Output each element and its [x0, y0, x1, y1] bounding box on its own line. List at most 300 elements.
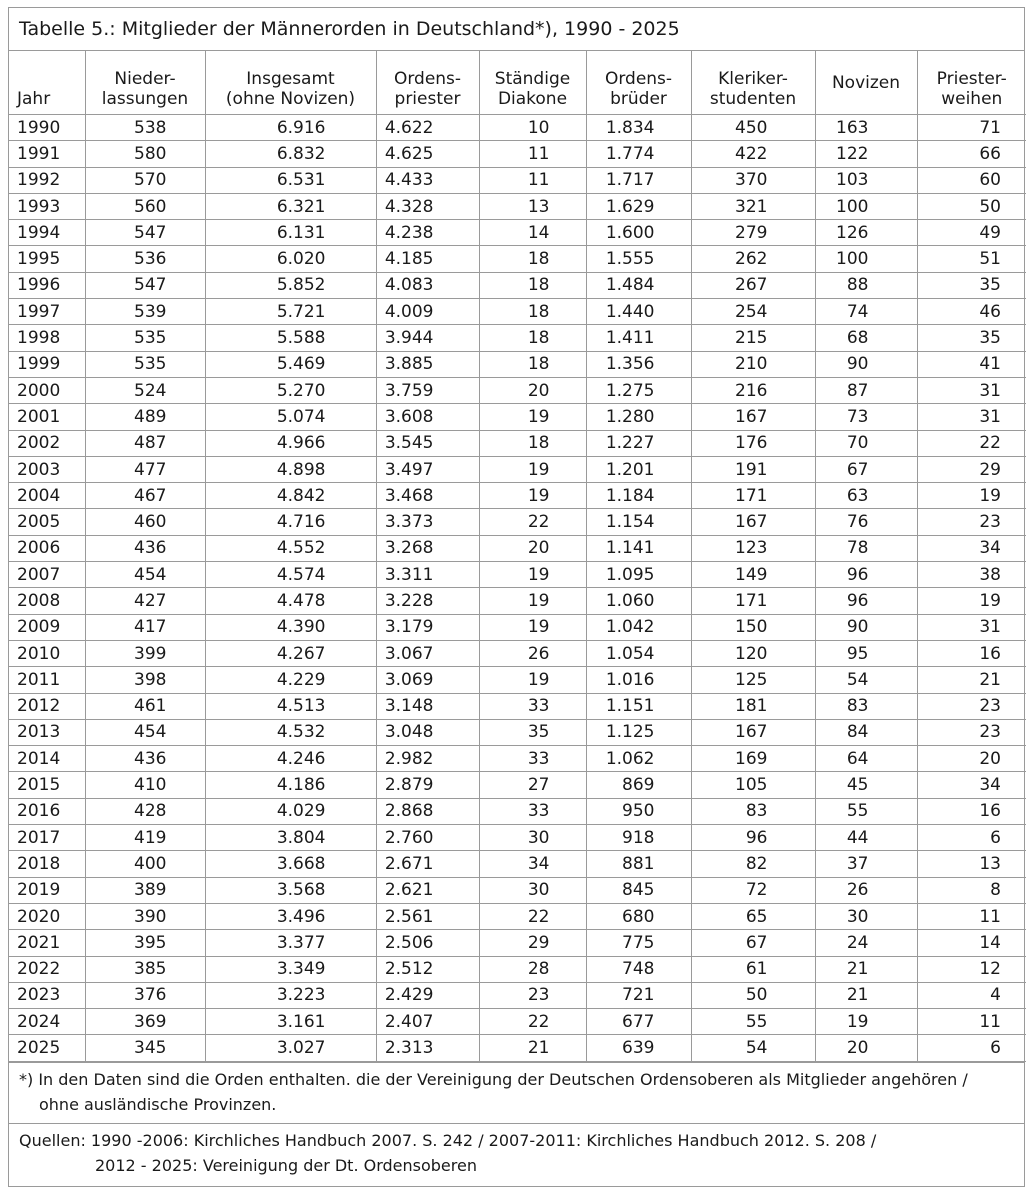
footnote-line-1: *) In den Daten sind die Orden enthalten. die der Vereinigung der Deutschen Ordensoberen als Mitglieder angehören /: [19, 1069, 968, 1089]
table-cell: 535: [85, 325, 205, 351]
cell-jahr: 2003: [9, 456, 85, 482]
table-cell: 467: [85, 483, 205, 509]
table-cell: 21: [479, 1035, 586, 1061]
table-cell: 3.496: [205, 903, 376, 929]
table-cell: 29: [479, 930, 586, 956]
table-cell: 22: [479, 1009, 586, 1035]
table-cell: 96: [691, 825, 815, 851]
table-cell: 171: [691, 483, 815, 509]
table-row: [9, 719, 1026, 745]
header-ordenspriester: Ordens- priester: [376, 51, 479, 115]
table-cell: 84: [815, 719, 917, 745]
table-row: [9, 614, 1026, 640]
table-cell: 1.060: [586, 588, 691, 614]
table-cell: 3.311: [376, 562, 479, 588]
table-cell: 1.184: [586, 483, 691, 509]
table-cell: 3.161: [205, 1009, 376, 1035]
table-cell: 72: [691, 877, 815, 903]
table-cell: 345: [85, 1035, 205, 1061]
table-cell: 881: [586, 851, 691, 877]
table-cell: 63: [815, 483, 917, 509]
table-cell: 23: [479, 982, 586, 1008]
cell-jahr: 1991: [9, 141, 85, 167]
table-cell: 19: [479, 404, 586, 430]
table-cell: 31: [917, 404, 1026, 430]
table-cell: 4.433: [376, 167, 479, 193]
table-cell: 67: [815, 456, 917, 482]
table-cell: 26: [815, 877, 917, 903]
table-cell: 22: [479, 903, 586, 929]
table-cell: 19: [479, 483, 586, 509]
table-cell: 54: [815, 667, 917, 693]
cell-jahr: 1990: [9, 115, 85, 141]
table-cell: 4.574: [205, 562, 376, 588]
table-cell: 4.238: [376, 220, 479, 246]
table-cell: 6.321: [205, 193, 376, 219]
table-cell: 869: [586, 772, 691, 798]
table-cell: 3.179: [376, 614, 479, 640]
table-cell: 454: [85, 562, 205, 588]
table-cell: 547: [85, 220, 205, 246]
table-cell: 90: [815, 351, 917, 377]
table-row: [9, 535, 1026, 561]
table-cell: 23: [917, 509, 1026, 535]
table-cell: 2.671: [376, 851, 479, 877]
table-cell: 13: [479, 193, 586, 219]
table-cell: 1.555: [586, 246, 691, 272]
table-cell: 3.067: [376, 640, 479, 666]
table-cell: 535: [85, 351, 205, 377]
table-cell: 20: [479, 535, 586, 561]
table-cell: 45: [815, 772, 917, 798]
table-row: [9, 877, 1026, 903]
table-cell: 210: [691, 351, 815, 377]
table-cell: 35: [479, 719, 586, 745]
table-cell: 721: [586, 982, 691, 1008]
table-cell: 748: [586, 956, 691, 982]
table-cell: 370: [691, 167, 815, 193]
notes-section: [9, 1062, 1024, 1184]
table-cell: 120: [691, 640, 815, 666]
table-cell: 5.588: [205, 325, 376, 351]
table-cell: 34: [917, 535, 1026, 561]
table-cell: 11: [479, 141, 586, 167]
table-cell: 536: [85, 246, 205, 272]
table-title: Tabelle 5.: Mitglieder der Männerorden in Deutschland*), 1990 - 2025: [9, 8, 1024, 51]
table-cell: 399: [85, 640, 205, 666]
table-cell: 2.621: [376, 877, 479, 903]
table-cell: 50: [917, 193, 1026, 219]
table-row: [9, 115, 1026, 141]
table-cell: 33: [479, 693, 586, 719]
table-cell: 82: [691, 851, 815, 877]
table-cell: 5.852: [205, 272, 376, 298]
table-cell: 19: [917, 588, 1026, 614]
table-cell: 14: [479, 220, 586, 246]
table-cell: 78: [815, 535, 917, 561]
header-klerikerstudenten: Kleriker- studenten: [691, 51, 815, 115]
table-cell: 6.916: [205, 115, 376, 141]
table-cell: 3.349: [205, 956, 376, 982]
table-cell: 3.885: [376, 351, 479, 377]
cell-jahr: 2006: [9, 535, 85, 561]
table-cell: 4.229: [205, 667, 376, 693]
table-cell: 417: [85, 614, 205, 640]
table-cell: 2.506: [376, 930, 479, 956]
table-cell: 191: [691, 456, 815, 482]
sources-line-1: Quellen: 1990 -2006: Kirchliches Handbuch 2007. S. 242 / 2007-2011: Kirchliches Handbuch 2012. S. 208 /: [19, 1130, 877, 1150]
table-row: [9, 640, 1026, 666]
table-cell: 4.267: [205, 640, 376, 666]
table-cell: 262: [691, 246, 815, 272]
table-cell: 19: [479, 456, 586, 482]
cell-jahr: 2017: [9, 825, 85, 851]
table-cell: 3.668: [205, 851, 376, 877]
table-cell: 83: [691, 798, 815, 824]
table-cell: 3.228: [376, 588, 479, 614]
table-cell: 126: [815, 220, 917, 246]
cell-jahr: 2024: [9, 1009, 85, 1035]
table-cell: 18: [479, 299, 586, 325]
table-cell: 376: [85, 982, 205, 1008]
table-cell: 20: [479, 377, 586, 403]
table-cell: 1.774: [586, 141, 691, 167]
table-cell: 215: [691, 325, 815, 351]
header-jahr: Jahr: [9, 51, 85, 115]
cell-jahr: 1997: [9, 299, 85, 325]
table-cell: 419: [85, 825, 205, 851]
table-cell: 20: [815, 1035, 917, 1061]
table-cell: 34: [917, 772, 1026, 798]
cell-jahr: 1995: [9, 246, 85, 272]
members-table: [9, 51, 1026, 1062]
table-cell: 150: [691, 614, 815, 640]
table-cell: 11: [917, 1009, 1026, 1035]
table-cell: 10: [479, 115, 586, 141]
table-cell: 3.759: [376, 377, 479, 403]
table-row: [9, 851, 1026, 877]
table-cell: 775: [586, 930, 691, 956]
table-row: [9, 299, 1026, 325]
table-cell: 30: [479, 877, 586, 903]
table-cell: 3.069: [376, 667, 479, 693]
table-cell: 65: [691, 903, 815, 929]
table-cell: 1.440: [586, 299, 691, 325]
table-cell: 11: [479, 167, 586, 193]
table-cell: 1.062: [586, 746, 691, 772]
table-cell: 176: [691, 430, 815, 456]
table-cell: 16: [917, 798, 1026, 824]
table-cell: 4.552: [205, 535, 376, 561]
cell-jahr: 1992: [9, 167, 85, 193]
table-cell: 3.027: [205, 1035, 376, 1061]
table-row: [9, 982, 1026, 1008]
cell-jahr: 2018: [9, 851, 85, 877]
table-cell: 19: [815, 1009, 917, 1035]
table-row: [9, 825, 1026, 851]
cell-jahr: 2005: [9, 509, 85, 535]
table-cell: 1.095: [586, 562, 691, 588]
table-cell: 87: [815, 377, 917, 403]
table-cell: 29: [917, 456, 1026, 482]
table-cell: 4.966: [205, 430, 376, 456]
table-cell: 2.760: [376, 825, 479, 851]
table-cell: 33: [479, 798, 586, 824]
table-cell: 31: [917, 377, 1026, 403]
table-cell: 3.497: [376, 456, 479, 482]
table-cell: 4.622: [376, 115, 479, 141]
table-cell: 24: [815, 930, 917, 956]
table-cell: 539: [85, 299, 205, 325]
table-cell: 23: [917, 693, 1026, 719]
table-cell: 390: [85, 903, 205, 929]
table-cell: 44: [815, 825, 917, 851]
table-cell: 181: [691, 693, 815, 719]
header-insgesamt: Insgesamt (ohne Novizen): [205, 51, 376, 115]
table-cell: 1.484: [586, 272, 691, 298]
sources: [9, 1124, 1024, 1184]
table-document: [8, 7, 1025, 1187]
table-cell: 105: [691, 772, 815, 798]
table-cell: 68: [815, 325, 917, 351]
cell-jahr: 2010: [9, 640, 85, 666]
table-cell: 19: [917, 483, 1026, 509]
table-cell: 18: [479, 272, 586, 298]
cell-jahr: 2014: [9, 746, 85, 772]
table-cell: 20: [917, 746, 1026, 772]
table-cell: 13: [917, 851, 1026, 877]
table-cell: 477: [85, 456, 205, 482]
table-cell: 51: [917, 246, 1026, 272]
cell-jahr: 1999: [9, 351, 85, 377]
table-cell: 71: [917, 115, 1026, 141]
cell-jahr: 2009: [9, 614, 85, 640]
table-cell: 1.125: [586, 719, 691, 745]
table-cell: 1.356: [586, 351, 691, 377]
table-cell: 6: [917, 825, 1026, 851]
table-cell: 8: [917, 877, 1026, 903]
table-cell: 2.512: [376, 956, 479, 982]
cell-jahr: 2000: [9, 377, 85, 403]
table-cell: 4.390: [205, 614, 376, 640]
table-row: [9, 956, 1026, 982]
table-cell: 55: [691, 1009, 815, 1035]
table-cell: 1.201: [586, 456, 691, 482]
table-cell: 3.377: [205, 930, 376, 956]
table-cell: 5.721: [205, 299, 376, 325]
table-cell: 19: [479, 562, 586, 588]
table-cell: 1.600: [586, 220, 691, 246]
table-row: [9, 193, 1026, 219]
table-cell: 4.532: [205, 719, 376, 745]
table-cell: 5.270: [205, 377, 376, 403]
table-cell: 30: [815, 903, 917, 929]
table-cell: 21: [815, 956, 917, 982]
table-row: [9, 1009, 1026, 1035]
table-cell: 385: [85, 956, 205, 982]
table-row: [9, 220, 1026, 246]
table-cell: 4.898: [205, 456, 376, 482]
table-cell: 30: [479, 825, 586, 851]
table-cell: 6.131: [205, 220, 376, 246]
table-row: [9, 351, 1026, 377]
table-cell: 167: [691, 509, 815, 535]
table-cell: 3.545: [376, 430, 479, 456]
table-cell: 23: [917, 719, 1026, 745]
table-cell: 16: [917, 640, 1026, 666]
table-cell: 2.313: [376, 1035, 479, 1061]
table-cell: 12: [917, 956, 1026, 982]
table-row: [9, 772, 1026, 798]
table-row: [9, 377, 1026, 403]
table-cell: 5.074: [205, 404, 376, 430]
table-cell: 54: [691, 1035, 815, 1061]
cell-jahr: 1993: [9, 193, 85, 219]
table-cell: 46: [917, 299, 1026, 325]
table-cell: 18: [479, 351, 586, 377]
table-cell: 103: [815, 167, 917, 193]
cell-jahr: 2025: [9, 1035, 85, 1061]
table-cell: 167: [691, 404, 815, 430]
table-cell: 369: [85, 1009, 205, 1035]
table-cell: 26: [479, 640, 586, 666]
table-cell: 83: [815, 693, 917, 719]
table-cell: 70: [815, 430, 917, 456]
cell-jahr: 2020: [9, 903, 85, 929]
table-cell: 4.186: [205, 772, 376, 798]
table-cell: 2.561: [376, 903, 479, 929]
table-cell: 1.054: [586, 640, 691, 666]
table-cell: 28: [479, 956, 586, 982]
table-cell: 1.227: [586, 430, 691, 456]
table-cell: 6: [917, 1035, 1026, 1061]
cell-jahr: 2021: [9, 930, 85, 956]
table-cell: 538: [85, 115, 205, 141]
table-cell: 5.469: [205, 351, 376, 377]
cell-jahr: 1994: [9, 220, 85, 246]
table-cell: 18: [479, 430, 586, 456]
table-row: [9, 667, 1026, 693]
table-cell: 6.832: [205, 141, 376, 167]
table-cell: 167: [691, 719, 815, 745]
header-priesterweihen: Priester- weihen: [917, 51, 1026, 115]
table-row: [9, 693, 1026, 719]
cell-jahr: 2015: [9, 772, 85, 798]
table-cell: 74: [815, 299, 917, 325]
table-cell: 41: [917, 351, 1026, 377]
table-cell: 461: [85, 693, 205, 719]
table-cell: 67: [691, 930, 815, 956]
table-cell: 4.716: [205, 509, 376, 535]
table-row: [9, 272, 1026, 298]
table-cell: 4.083: [376, 272, 479, 298]
table-cell: 49: [917, 220, 1026, 246]
table-cell: 3.223: [205, 982, 376, 1008]
table-cell: 61: [691, 956, 815, 982]
table-cell: 487: [85, 430, 205, 456]
table-cell: 22: [917, 430, 1026, 456]
footnote: [9, 1063, 1024, 1124]
cell-jahr: 2002: [9, 430, 85, 456]
table-cell: 3.804: [205, 825, 376, 851]
table-cell: 95: [815, 640, 917, 666]
table-cell: 122: [815, 141, 917, 167]
table-cell: 2.982: [376, 746, 479, 772]
header-ordensbrueder: Ordens- brüder: [586, 51, 691, 115]
table-cell: 2.429: [376, 982, 479, 1008]
table-cell: 1.629: [586, 193, 691, 219]
table-body: [9, 115, 1026, 1062]
table-cell: 21: [815, 982, 917, 1008]
table-cell: 100: [815, 246, 917, 272]
table-row: [9, 746, 1026, 772]
table-cell: 171: [691, 588, 815, 614]
table-cell: 1.141: [586, 535, 691, 561]
table-cell: 950: [586, 798, 691, 824]
header-diakone: Ständige Diakone: [479, 51, 586, 115]
table-cell: 398: [85, 667, 205, 693]
table-cell: 125: [691, 667, 815, 693]
table-cell: 21: [917, 667, 1026, 693]
table-row: [9, 430, 1026, 456]
table-row: [9, 246, 1026, 272]
footnote-line-2: ohne ausländische Provinzen.: [39, 1094, 277, 1114]
table-cell: 60: [917, 167, 1026, 193]
table-cell: 216: [691, 377, 815, 403]
table-row: [9, 930, 1026, 956]
cell-jahr: 2022: [9, 956, 85, 982]
table-cell: 2.407: [376, 1009, 479, 1035]
cell-jahr: 2004: [9, 483, 85, 509]
table-cell: 19: [479, 614, 586, 640]
table-cell: 169: [691, 746, 815, 772]
cell-jahr: 2011: [9, 667, 85, 693]
table-cell: 1.016: [586, 667, 691, 693]
table-cell: 3.148: [376, 693, 479, 719]
table-cell: 3.568: [205, 877, 376, 903]
table-cell: 845: [586, 877, 691, 903]
table-cell: 3.373: [376, 509, 479, 535]
table-cell: 96: [815, 588, 917, 614]
table-cell: 123: [691, 535, 815, 561]
table-cell: 35: [917, 272, 1026, 298]
table-cell: 4.029: [205, 798, 376, 824]
table-cell: 321: [691, 193, 815, 219]
header-row: [9, 51, 1026, 115]
table-cell: 66: [917, 141, 1026, 167]
table-row: [9, 903, 1026, 929]
cell-jahr: 2013: [9, 719, 85, 745]
table-row: [9, 404, 1026, 430]
table-cell: 436: [85, 746, 205, 772]
table-cell: 3.944: [376, 325, 479, 351]
table-cell: 1.834: [586, 115, 691, 141]
table-cell: 38: [917, 562, 1026, 588]
cell-jahr: 2001: [9, 404, 85, 430]
table-cell: 11: [917, 903, 1026, 929]
table-cell: 570: [85, 167, 205, 193]
table-cell: 4: [917, 982, 1026, 1008]
table-cell: 90: [815, 614, 917, 640]
table-cell: 1.042: [586, 614, 691, 640]
table-cell: 1.717: [586, 167, 691, 193]
table-cell: 37: [815, 851, 917, 877]
table-row: [9, 588, 1026, 614]
table-cell: 33: [479, 746, 586, 772]
table-cell: 680: [586, 903, 691, 929]
table-cell: 639: [586, 1035, 691, 1061]
table-cell: 1.411: [586, 325, 691, 351]
